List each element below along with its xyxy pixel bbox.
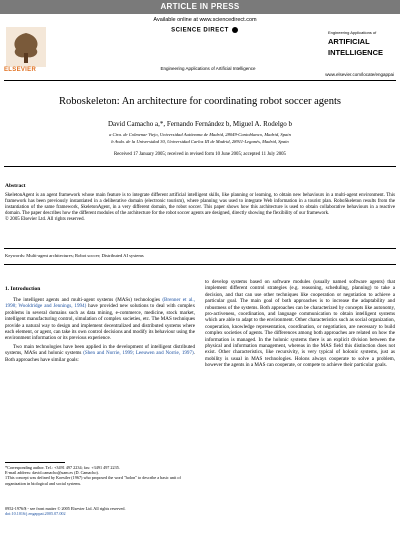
intro-p2-text-b: . Both approaches have similar goals: [5,350,195,363]
elsevier-tree-icon [6,27,46,67]
sciencedirect-dot-icon [232,27,238,33]
left-column [5,297,195,365]
abstract-heading: Abstract [5,183,26,189]
footnote-1: 1This concept was defined by Koestler (1967) who proposed the word "holon" to describe a basic unit of organization in biological and social systems. [5,475,181,486]
doi-link[interactable]: doi:10.1016/j.engappai.2005.07.002 [5,511,66,517]
issn-line: 0952-1976/$ - see front matter © 2005 Elsevier Ltd. All rights reserved. [5,506,126,511]
header-rule [4,80,396,81]
paper-title: Roboskeleton: An architecture for coordinating robot soccer agents [59,96,341,107]
header-center [105,17,305,34]
available-online-text: Available online at www.sciencedirect.com [153,17,257,23]
issn-block [5,506,195,516]
sciencedirect-logo-text: SCIENCE DIRECT [171,27,229,34]
elsevier-wordmark: ELSEVIER [4,67,37,73]
elsevier-logo [6,27,46,69]
intro-p1-text-a: The intelligent agents and multi-agent systems (MASs) technologies [13,297,163,303]
abstract-body [5,193,395,223]
sciencedirect-logo [105,27,305,34]
footnote-rule [5,462,65,463]
footnotes [5,462,195,486]
email-note: E-mail address: david.camacho@uam.es (D. Camacho). [5,470,99,476]
abstract-text: SkeletonAgent is an agent framework whose main feature is to integrate different artificial intelligent skills, like planning or learning, to obtain new behaviours in a multi-agent environment. This framework has been previously instantiated in a deliberative domain (electronic tourism), where planning was used to integrate Web information in a tourist plan. RoboSkeleton results from the instantiation of the same framework, SkeletonAgent, in a very different domain, the robot soccer. This paper shows how this architecture is used to obtain collaborative behaviours in a reactive domain. The paper describes how the different modules of the architecture for the robot soccer agents are designed, directly showing the flexibility of our framework. [5,193,395,216]
keywords-rule [4,264,396,265]
keywords: Keywords: Multi-agent architectures; Robot soccer; Distributed AI systems [5,253,144,258]
journal-logo-title-1: ARTIFICIAL [328,37,370,46]
intro-p2-text-a: Two main technologies have been applied in the development of intelligent distributed systems, MASs and holonic systems [5,343,195,357]
journal-url[interactable]: www.elsevier.com/locate/engappai [325,72,394,77]
article-in-press-banner: ARTICLE IN PRESS [0,0,400,14]
abstract-copyright: © 2005 Elsevier Ltd. All rights reserved. [5,217,85,222]
affiliation-b: b Avda. de la Universidad 30, Universidad Carlos III de Madrid, 28911-Leganés, Madrid, Spain [111,139,289,144]
intro-paragraph-3: to develop systems based on software modules (usually named software agents) that implement different control strategies (e.g. reasoning, scheduling, planning) to take a decision, and that can use other techniques like cooperation or negotiation to achieve a particular goal. The main goal of both approaches is to increase the adaptability and robustness of the systems. Both approaches can be characterized by concepts like autonomy, pro-activeness, coordination, and language communication to obtain intelligent systems which are able to adapt to the environment. Other characteristics such as social organization, cooperation, knowledge representation, coordination, or negotiation, are necessary to build complex societies of agents. The differences among both approaches are related on how the information is managed. In the holonic systems there is an explicit division between the physical and information management, whereas in the MAS field this distinction does not exist. Other characteristics, like recursivity, is very typical of holonic systems, just as mobility is usual in MAS technologies. Holons always cooperate to solve a problem, however the agents in a MAS can cooperate, or compete to achieve their particular goals. [205,279,395,369]
abstract-top-rule [4,166,396,167]
journal-logo-block [328,30,398,57]
intro-p1-text-b: have provided new solutions to deal with complex problems in several domains such as data mining, e-commerce, medicine, stock market, intelligent manufacturing control, simulation of complex societies, etc. The MAS techniques provide a natural way to design and implement decentralized and distributed systems where each element, or agent, can take its own control decisions and modify its behaviour using the environment information or its previous experience. [5,303,195,342]
right-column [205,279,395,371]
journal-logo-title-2: INTELLIGENCE [328,48,384,57]
section-heading-introduction: 1. Introduction [5,286,41,292]
received-dates: Received 17 January 2005; received in revised form 10 June 2005; accepted 11 July 2005 [114,152,286,157]
abstract-bottom-rule [4,248,396,249]
affiliation-a: a Ctra. de Colmenar Viejo, Universidad Autónoma de Madrid, 28049-Cantoblanco, Madrid, Spain [109,132,291,137]
intro-paragraph-2 [5,344,195,363]
citation-link[interactable]: (Shen and Norrie, 1999; Leeuwen and Norrie, 1997) [81,350,194,357]
journal-name: Engineering Applications of Artificial Intelligence [160,66,256,71]
intro-paragraph-1 [5,297,195,342]
author-list: David Camacho a,*, Fernando Fernández b, Miguel A. Rodelgo b [107,120,293,128]
journal-logo-small: Engineering Applications of [328,30,377,35]
citation-link[interactable]: (Brenner et al., 1998; Wooldridge and Jennings, 1994) [5,297,195,310]
corresponding-author-note: *Corresponding author. Tel.: +3491 497 2234; fax: +3491 497 2235. [5,465,120,470]
